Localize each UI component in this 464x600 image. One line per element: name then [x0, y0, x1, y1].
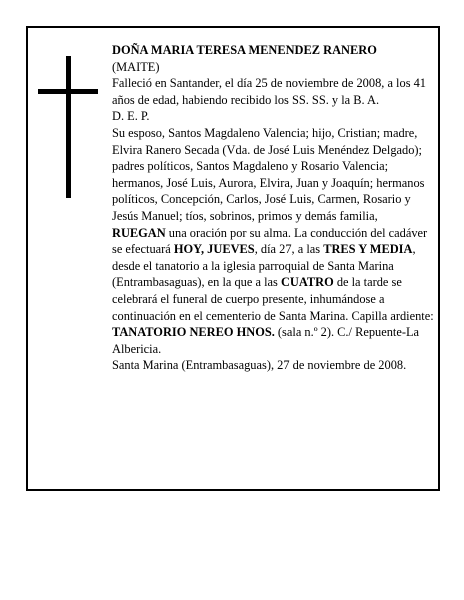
place-and-date: Santa Marina (Entrambasaguas), 27 de noviembre de 2008.: [112, 358, 407, 373]
family-paragraph: [112, 125, 434, 357]
family-list: Su esposo, Santos Magdaleno Valencia; hijo, Cristian; madre, Elvira Ranero Secada (Vda. de José Luis Menéndez Delgado); padres políticos, Santos Magdaleno y Rosario Valencia; hermanos, José Luis, Aurora, Elvira, Juan y Joaquín; hermanos políticos, Concepción, Carlos, José Luis, Carmen, Rosario y Jesús Manuel; tíos, sobrinos, primos y demás familia,: [112, 125, 425, 223]
funeral-time: CUATRO: [280, 275, 334, 290]
ceremony-time: TRES Y MEDIA: [323, 242, 413, 257]
ceremony-day: HOY, JUEVES: [173, 242, 255, 257]
ceremony-date-text: , día 27, a las: [254, 242, 324, 257]
request-verb: RUEGAN: [112, 225, 166, 240]
obituary-notice: [26, 26, 440, 491]
cross-horizontal-bar: [38, 89, 98, 94]
death-announcement: Falleció en Santander, el día 25 de noviembre de 2008, a los 41 años de edad, habiendo recibido los SS. SS. y la B. A.: [112, 76, 427, 107]
route-text: , desde el tanatorio a la iglesia parroquial de Santa Marina (Entrambasaguas), en la que a las: [112, 242, 416, 290]
deceased-name: DOÑA MARIA TERESA MENENDEZ RANERO: [112, 43, 377, 57]
cross-vertical-bar: [66, 56, 71, 198]
funeral-text: de la tarde se celebrará el funeral de cuerpo presente, inhumándose a continuación en el cementerio de Santa Marina. Capilla ardiente:: [112, 275, 434, 323]
cross-icon: [38, 56, 98, 198]
chapel-address: (sala n.º 2). C./ Repuente-La Albericia.: [112, 325, 420, 356]
deceased-nickname: (MAITE): [112, 59, 160, 74]
notice-text: [112, 42, 434, 374]
request-text: una oración por su alma. La conducción del cadáver se efectuará: [112, 225, 428, 257]
chapel-name: TANATORIO NEREO HNOS.: [112, 325, 275, 340]
rest-in-peace: D. E. P.: [112, 109, 150, 124]
